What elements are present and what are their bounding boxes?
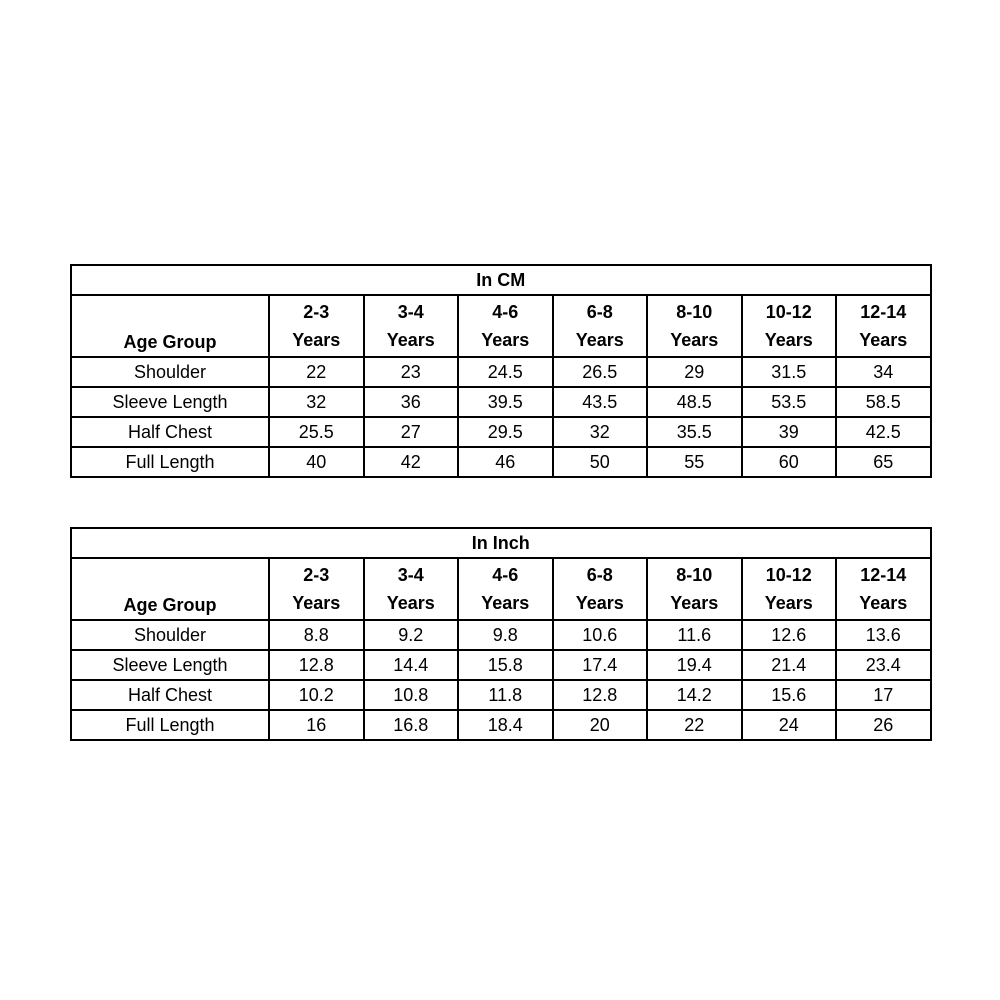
table-row xyxy=(71,680,931,710)
table-row xyxy=(71,620,931,650)
table-cell: 26.5 xyxy=(553,357,648,387)
age-unit: Years xyxy=(670,330,719,350)
age-group-header: Age Group xyxy=(71,295,269,357)
age-unit: Years xyxy=(481,330,530,350)
table-cell: 12.6 xyxy=(742,620,837,650)
table-cell: 46 xyxy=(458,447,553,477)
row-label: Half Chest xyxy=(71,417,269,447)
table-cell: 24.5 xyxy=(458,357,553,387)
age-range: 8-10 xyxy=(676,302,713,322)
table-header-row xyxy=(71,295,931,357)
table-cell: 17.4 xyxy=(553,650,648,680)
table-cell: 13.6 xyxy=(836,620,931,650)
table-cell: 29.5 xyxy=(458,417,553,447)
age-column-header xyxy=(742,558,837,620)
row-label: Shoulder xyxy=(71,620,269,650)
age-range: 4-6 xyxy=(492,302,519,322)
age-unit: Years xyxy=(859,330,908,350)
table-cell: 34 xyxy=(836,357,931,387)
age-unit: Years xyxy=(575,330,624,350)
age-column-header xyxy=(647,295,742,357)
row-label: Sleeve Length xyxy=(71,387,269,417)
table-cell: 48.5 xyxy=(647,387,742,417)
row-label: Full Length xyxy=(71,447,269,477)
table-cell: 11.6 xyxy=(647,620,742,650)
table-title: In CM xyxy=(71,265,931,295)
table-title: In Inch xyxy=(71,528,931,558)
table-cell: 39.5 xyxy=(458,387,553,417)
size-chart-inch-table xyxy=(70,527,932,741)
table-row xyxy=(71,417,931,447)
age-range: 2-3 xyxy=(303,302,330,322)
table-cell: 26 xyxy=(836,710,931,740)
table-row xyxy=(71,357,931,387)
table-title-row xyxy=(71,265,931,295)
table-cell: 32 xyxy=(553,417,648,447)
table-cell: 50 xyxy=(553,447,648,477)
table-cell: 20 xyxy=(553,710,648,740)
age-range: 12-14 xyxy=(860,302,907,322)
age-column-header xyxy=(269,558,364,620)
table-cell: 42.5 xyxy=(836,417,931,447)
age-column-header xyxy=(364,558,459,620)
row-label: Sleeve Length xyxy=(71,650,269,680)
age-column-header xyxy=(742,295,837,357)
table-cell: 22 xyxy=(647,710,742,740)
age-column-header xyxy=(836,558,931,620)
table-header-row xyxy=(71,558,931,620)
table-cell: 43.5 xyxy=(553,387,648,417)
table-cell: 53.5 xyxy=(742,387,837,417)
table-cell: 17 xyxy=(836,680,931,710)
age-unit: Years xyxy=(764,593,813,613)
age-unit: Years xyxy=(859,593,908,613)
age-unit: Years xyxy=(386,593,435,613)
table-cell: 15.6 xyxy=(742,680,837,710)
age-range: 6-8 xyxy=(586,565,613,585)
age-range: 10-12 xyxy=(765,302,812,322)
table-cell: 58.5 xyxy=(836,387,931,417)
age-range: 3-4 xyxy=(397,565,424,585)
age-column-header xyxy=(458,295,553,357)
age-range: 2-3 xyxy=(303,565,330,585)
age-unit: Years xyxy=(575,593,624,613)
age-column-header xyxy=(553,295,648,357)
table-cell: 31.5 xyxy=(742,357,837,387)
table-cell: 60 xyxy=(742,447,837,477)
table-cell: 10.6 xyxy=(553,620,648,650)
age-column-header xyxy=(553,558,648,620)
age-unit: Years xyxy=(670,593,719,613)
age-column-header xyxy=(458,558,553,620)
age-unit: Years xyxy=(292,593,341,613)
table-cell: 27 xyxy=(364,417,459,447)
size-chart-cm-table xyxy=(70,264,932,478)
age-group-header: Age Group xyxy=(71,558,269,620)
table-cell: 14.2 xyxy=(647,680,742,710)
age-column-header xyxy=(836,295,931,357)
row-label: Shoulder xyxy=(71,357,269,387)
age-range: 12-14 xyxy=(860,565,907,585)
table-title-row xyxy=(71,528,931,558)
table-cell: 16.8 xyxy=(364,710,459,740)
table-row xyxy=(71,710,931,740)
table-row xyxy=(71,650,931,680)
table-cell: 40 xyxy=(269,447,364,477)
table-cell: 10.8 xyxy=(364,680,459,710)
row-label: Full Length xyxy=(71,710,269,740)
table-cell: 8.8 xyxy=(269,620,364,650)
table-cell: 12.8 xyxy=(269,650,364,680)
table-cell: 9.8 xyxy=(458,620,553,650)
table-cell: 29 xyxy=(647,357,742,387)
age-column-header xyxy=(269,295,364,357)
age-unit: Years xyxy=(764,330,813,350)
table-cell: 10.2 xyxy=(269,680,364,710)
table-cell: 15.8 xyxy=(458,650,553,680)
age-column-header xyxy=(364,295,459,357)
age-range: 4-6 xyxy=(492,565,519,585)
table-cell: 65 xyxy=(836,447,931,477)
age-unit: Years xyxy=(481,593,530,613)
table-cell: 16 xyxy=(269,710,364,740)
table-cell: 12.8 xyxy=(553,680,648,710)
table-cell: 36 xyxy=(364,387,459,417)
table-cell: 23 xyxy=(364,357,459,387)
table-cell: 32 xyxy=(269,387,364,417)
table-cell: 11.8 xyxy=(458,680,553,710)
age-unit: Years xyxy=(386,330,435,350)
table-row xyxy=(71,447,931,477)
table-cell: 25.5 xyxy=(269,417,364,447)
table-cell: 19.4 xyxy=(647,650,742,680)
table-cell: 18.4 xyxy=(458,710,553,740)
table-cell: 9.2 xyxy=(364,620,459,650)
age-unit: Years xyxy=(292,330,341,350)
age-range: 6-8 xyxy=(586,302,613,322)
table-cell: 42 xyxy=(364,447,459,477)
age-range: 10-12 xyxy=(765,565,812,585)
table-cell: 35.5 xyxy=(647,417,742,447)
table-row xyxy=(71,387,931,417)
table-cell: 24 xyxy=(742,710,837,740)
row-label: Half Chest xyxy=(71,680,269,710)
table-cell: 23.4 xyxy=(836,650,931,680)
age-range: 3-4 xyxy=(397,302,424,322)
age-column-header xyxy=(647,558,742,620)
table-cell: 14.4 xyxy=(364,650,459,680)
table-cell: 39 xyxy=(742,417,837,447)
age-range: 8-10 xyxy=(676,565,713,585)
table-cell: 21.4 xyxy=(742,650,837,680)
table-cell: 22 xyxy=(269,357,364,387)
table-cell: 55 xyxy=(647,447,742,477)
